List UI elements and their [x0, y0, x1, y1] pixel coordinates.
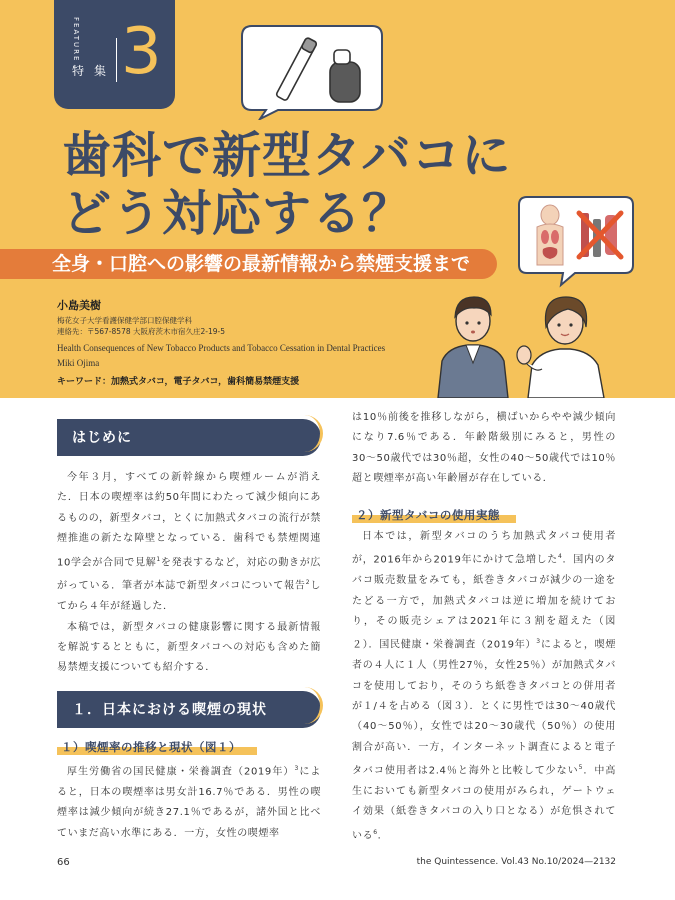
- section-heading-intro-text: はじめに: [72, 430, 132, 446]
- section-heading-intro: [57, 419, 321, 456]
- dentist-patient-illustration: [418, 283, 618, 398]
- feature-label-ja: 特集: [72, 64, 117, 78]
- right-column: [352, 408, 616, 846]
- english-title: Health Consequences of New Tobacco Products and Tobacco Cessation in Dental Practices: [57, 343, 386, 353]
- tobacco-devices-illustration: [238, 20, 388, 120]
- author-contact: 連絡先：〒567‐8578 大阪府茨木市宿久庄2‐19‐5: [57, 327, 225, 336]
- article-title-line1: 歯科で新型タバコに: [62, 127, 512, 184]
- journal-citation: the Quintessence. Vol.43 No.10/2024—2132: [416, 857, 616, 867]
- article-title-line2: どう対応する？: [62, 185, 413, 242]
- body-paragraph-continued: は10％前後を推移しながら，横ばいからやや減少傾向になり7.6％である．年齢階級別にみると，男性の30〜50歳代では30％超，女性の40〜50歳代では10％超と喫煙率が高い年齢層が存在している．: [352, 412, 616, 485]
- section-heading-1: [57, 691, 321, 728]
- author-affiliation: 梅花女子大学看護保健学部口腔保健学科: [57, 316, 192, 325]
- feature-divider: [116, 38, 117, 82]
- keywords: キーワード：加熱式タバコ，電子タバコ，歯科簡易禁煙支援: [57, 377, 300, 387]
- article-subtitle: 全身・口腔への影響の最新情報から禁煙支援まで: [52, 253, 471, 275]
- feature-number: 3: [121, 15, 162, 89]
- intro-paragraph-2: 本稿では，新型タバコの健康影響に関する最新情報を解説するとともに，新型タバコへの対応も含めた簡易禁煙支援についても紹介する．: [57, 621, 321, 674]
- author-name: 小島美樹: [57, 299, 101, 312]
- subsection-heading-1: １）喫煙率の推移と現状（図１）: [57, 738, 245, 756]
- page-number: 66: [57, 857, 70, 868]
- english-author-name: Miki Ojima: [57, 358, 100, 368]
- subsection-heading-2: ２）新型タバコの使用実態: [352, 506, 504, 524]
- intro-paragraph-1: 今年３月，すべての新幹線から喫煙ルームが消えた．日本の喫煙率は約50年間にわたって減少傾向にあるものの，新型タバコ，とくに加熱式タバコの流行が禁煙推進の新たな障壁となっている．歯科でも禁煙関連10学会が合同で見解$^1$を発表するなど，対応の動きが広がっている．筆者が本誌で新型タバコについて報告$^2$してから４年が経過した．: [57, 472, 321, 613]
- left-column: [57, 419, 321, 844]
- body-paragraph-4: 日本では，新型タバコのうち加熱式タバコ使用者が，2016年から2019年にかけて急増した$^4$．国内のタバコ販売数量をみても，紙巻きタバコが減少の一途をたどる一方で，加熱式タバコは逆に増加を続けており，その販売シェアは2021年に３割を超えた（図２）．国民健康・栄養調査（2019年）$^3$によると，喫煙者の４人に１人（男性27％，女性25％）が加熱式タバコを使用しており，そのうち紙巻きタバコとの併用者が１/４を占める（図３）．とくに男性では30〜40歳代（40〜50％），女性では20〜30歳代（50％）の使用割合が高い．一方，インターネット調査によると電子タバコ使用者は2.4％と海外と比較して少ない$^5$．中高生においても新型タバコの使用がみられ，ゲートウェイ効果（紙巻きタバコの入り口となる）が危惧されている$^6$．: [352, 531, 616, 842]
- health-effects-illustration: [515, 193, 635, 288]
- section-heading-1-text: １．日本における喫煙の現状: [72, 701, 267, 718]
- feature-label-en: FEATURE: [72, 17, 80, 63]
- body-paragraph-3: 厚生労働省の国民健康・栄養調査（2019年）$^3$によると，日本の喫煙率は男女計16.7％である．男性の喫煙率は減少傾向が続き27.1％であるが，諸外国と比べていまだ高い水準にある．一方，女性の喫煙率: [57, 765, 322, 839]
